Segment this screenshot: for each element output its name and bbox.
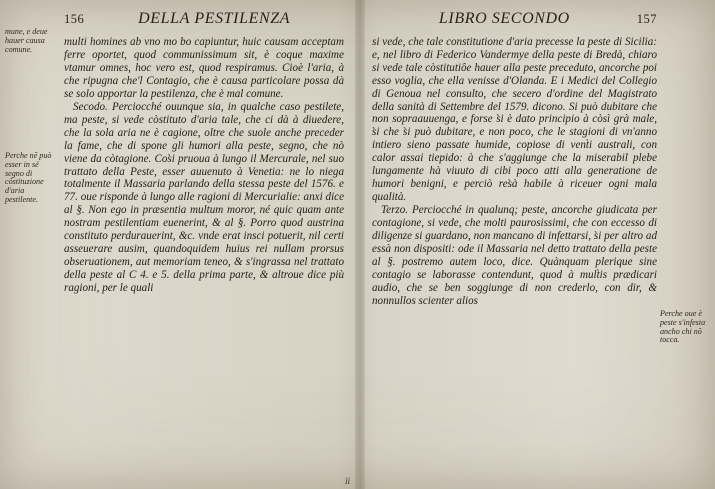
right-page-running-title: LIBRO SECONDO [438,10,570,27]
paragraph: Secodo. Perciocché ouunque sia, in qualche caso pestilete, ma peste, si vede còstituto d'aria tale, che ci dà à diuedere, che la sola aria ne è cagione, oltre che suole anche preceder la fame, che di spone gli humori alla peste, segno, che nò viene da còtagione. Cos̀i pruoua à lungo il Mercurale, nel suo trattato della Peste, esser auuenuto à Venetia: ne lo niega totalmente il Massaria parlando della stessa peste del 1576. e 77. oue risponde à lungo alle ragioni di Mercurialie: anxi dice al §. Non ego in præsentia multum moror, né quic quam ante nostram pestilentiam euenerint, & al §. Porro quod austrina constituto perdurauerint, &c. vnde erat insci potuerit, nil certi asseuerare ausim, quandoquidem huius rei nullam prorsus obseruationem, aut memoriam teneo, & s'ingrassa nel trattato della peste al C 4. e 5. della prima parte, & altroue dice più ragioni, per le quali [64,101,344,294]
left-page-text [64,36,344,295]
left-page-running-title: DELLA PESTILENZA [138,10,291,27]
page-signature: ii [345,476,351,486]
marginal-note: Perche nẽ può esser in sé segno di cõstituzione d'aria pestilente. [5,151,52,204]
left-page-folio: 156 [64,12,85,26]
marginal-note: Perche oue è peste s'infesta ancho chi nõ tocca. [660,309,706,345]
right-page-header [372,10,657,28]
paragraph: si vede, che tale constitutione d'aria precesse la peste di Sicilia: e, nel libro di Federico Vandermye della peste di Bredà, chiaro si vede tale còstitutiôe hauer alla peste preceduto, ancorche poi esso voglia, che ella venisse d'Olanda. E i Medici del Collegio di Genoua nel consulto, che secero d'ordine del Magistrato della sanità di Settembre del 1579. dicono. Si può dubitare che non sopraauuenga, e forse s̀i è dato principio à còsì grà male, s̀i che s̀i può dubitare, e non poco, che le stagioni di vn'anno intiero sieno passate humide, copiose di vent̀i australi, con calor assai tiepido: à che s'aggiunge che la miserabil plebe lungamente hà viuuto di cibi poco atti alla generatione de humori benigni, e perciò res̀à habile à riceuer ogni mala qualità. [372,36,657,203]
right-page [358,0,715,489]
right-page-text [372,36,657,308]
marginal-note: mune, e deue hauer causa comune. [5,27,48,54]
paragraph: Terzo. Perciocché in qualunq; peste, ancorche giudicata per contagione, si vede, che molti paurosissimi, che con eccesso di diligenze si guardano, non mancano di infettarsi, s̀i per altro ad essà non dispositi: ode il Massaria nel detto trattato della peste al §. postremo autem loco, dice. Quànquam plerique sine contagio se laborasse contendunt, quod à mult̀is prædicari audio, che se ben soggiunge di non crederlo, con dir, & nonnullos scienter alios [372,204,657,307]
left-page-header [64,10,344,28]
right-page-folio: 157 [636,12,657,26]
paragraph: multi homines ab vno mo bo capiuntur, huic causam acceptam ferre oportet, quod communissimum sit, è coque maxime vtamur omnes, hoc vero est, quod respiramus. Cioè l'aria, à che ripugna che'l Contagio, che è causa particolare possa dà se solo apportar la pestilenza, che è mal comune. [64,36,344,100]
